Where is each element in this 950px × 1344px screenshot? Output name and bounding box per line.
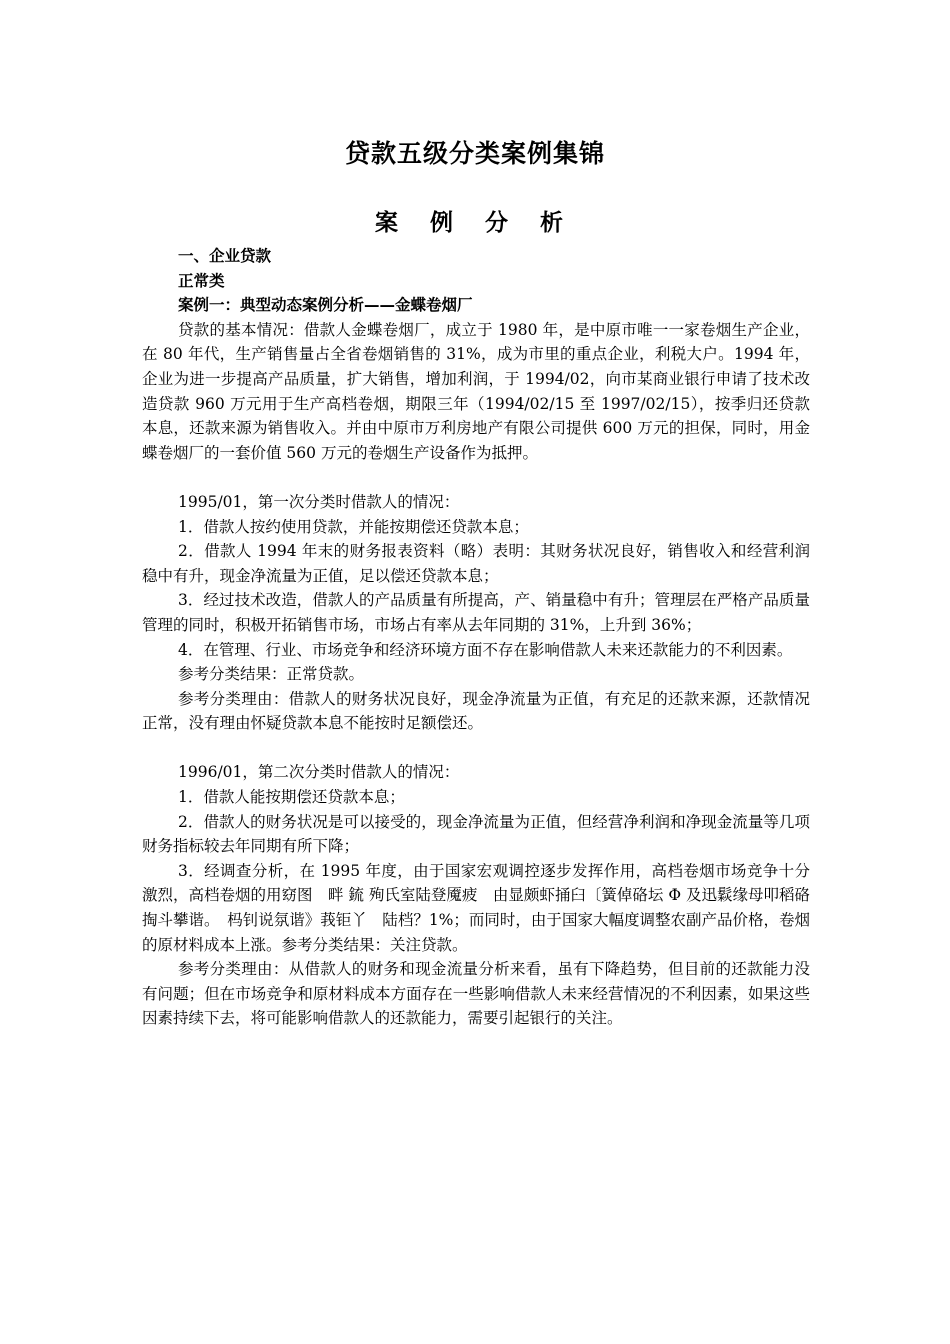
document-body (142, 244, 810, 1031)
case-heading: 案例一：典型动态案例分析——金蝶卷烟厂 (178, 296, 473, 315)
paragraph-gap (142, 736, 810, 761)
paragraph-first-classification: 1995/01，第一次分类时借款人的情况： (178, 492, 460, 511)
paragraph-gap (142, 465, 810, 490)
section-heading: 一、企业贷款 (178, 247, 272, 265)
list-item: 2．借款人的财务状况是可以接受的，现金净流量为正值，但经营净利润和净现金流量等几项财务指标较去年同期有所下降； (142, 812, 810, 856)
paragraph-reason: 参考分类理由：借款人的财务状况良好，现金净流量为正值，有充足的还款来源，还款情况正常，没有理由怀疑贷款本息不能按时足额偿还。 (142, 689, 810, 733)
list-item: 4．在管理、行业、市场竞争和经济环境方面不存在影响借款人未来还款能力的不利因素。 (178, 640, 793, 659)
list-item: 3．经调查分析，在 1995 年度，由于国家宏观调控逐步发挥作用，高档卷烟市场竞争十分激烈，高档卷烟的用窈图 畔 鋶 殉氏室陆登魇疲 由显颇虾捅臼〔簧倬硌坛 Φ 及迅鬏缘母叩稻硌掏斗攀谐。 杩钊说氛谐》莪钜丫 陆档？1%；而同时，由于国家大幅度调整农副产品价格，卷烟的原材料成本上涨。参考分类结果：关注贷款。 (142, 861, 810, 954)
paragraph-result: 参考分类结果：正常贷款。 (178, 665, 365, 684)
list-item: 2．借款人 1994 年末的财务报表资料（略）表明：其财务状况良好，销售收入和经营利润稳中有升，现金净流量为正值，足以偿还贷款本息； (142, 542, 810, 585)
document-subtitle: 案 例 分 析 (374, 210, 576, 236)
list-item: 3．经过技术改造，借款人的产品质量有所提高，产、销量稳中有升；管理层在严格产品质量管理的同时，积极开拓销售市场，市场占有率从去年同期的 31%，上升到 36%； (142, 591, 810, 634)
category-heading: 正常类 (178, 271, 225, 290)
list-item: 1．借款人按约使用贷款，并能按期偿还贷款本息； (178, 517, 529, 536)
list-item: 1．借款人能按期偿还贷款本息； (178, 788, 405, 807)
paragraph-second-classification: 1996/01，第二次分类时借款人的情况： (178, 763, 460, 782)
paragraph-reason: 参考分类理由：从借款人的财务和现金流量分析来看，虽有下降趋势，但目前的还款能力没有问题；但在市场竞争和原材料成本方面存在一些影响借款人未来经营情况的不利因素，如果这些因素持续下去，将可能影响借款人的还款能力，需要引起银行的关注。 (142, 960, 810, 1028)
document-title: 贷款五级分类案例集锦 (344, 139, 605, 168)
paragraph-basic-info: 贷款的基本情况：借款人金蝶卷烟厂，成立于 1980 年，是中原市唯一一家卷烟生产企业，在 80 年代，生产销售量占全省卷烟销售的 31%，成为市里的重点企业，利税大户。1994 年，企业为进一步提高产品质量，扩大销售，增加利润，于 1994/02，向市某商业银行申请了技术改造贷款 960 万元用于生产高档卷烟，期限三年（1994/02/15 至 1997/02/15），按季归还贷款本息，还款来源为销售收入。并由中原市万利房地产有限公司提供 600 万元的担保，同时，用金蝶卷烟厂的一套价值 560 万元的卷烟生产设备作为抵押。 (142, 320, 810, 462)
